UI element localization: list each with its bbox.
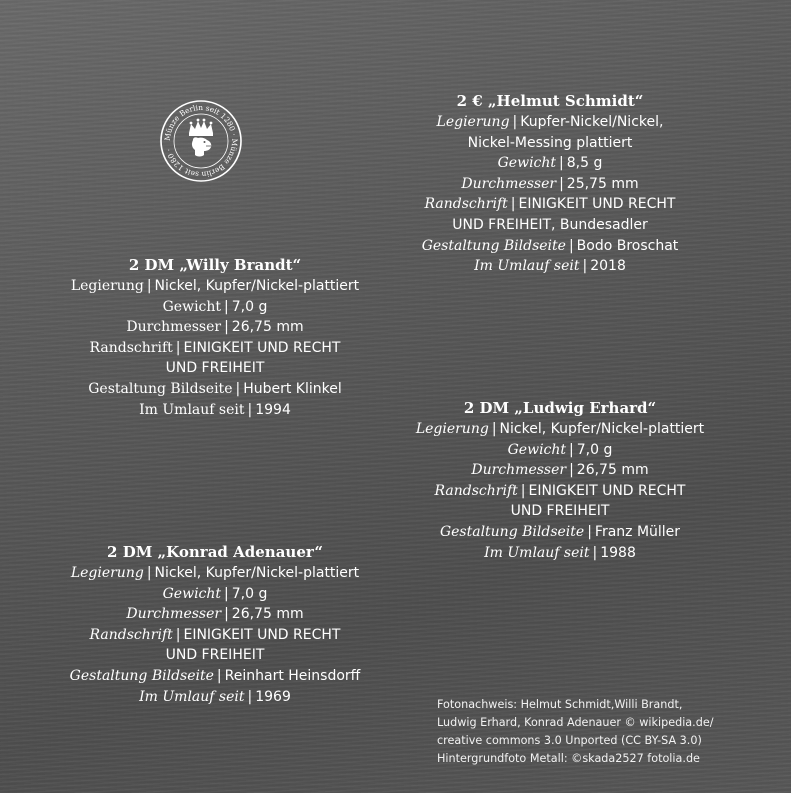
crown-icon [189,119,213,136]
spec-value: 8,5 g [566,155,603,172]
spec-line [58,645,372,666]
spec-value: 7,0 g [231,585,268,602]
separator: | [175,339,181,356]
spec-line [400,501,720,522]
spec-value: 26,75 mm [231,606,304,623]
separator: | [247,401,253,418]
spec-label: Legierung [70,278,144,294]
spec-label: Gewicht [162,298,222,315]
bear-icon [192,137,211,156]
spec-value: 7,0 g [231,298,268,315]
spec-value: EINIGKEIT UND RECHT [183,339,341,356]
spec-value: Hubert Klinkel [243,380,342,397]
separator: | [175,626,181,643]
spec-value: Nickel, Kupfer/Nickel-plattiert [154,565,360,581]
spec-value: Reinhart Heinsdorff [224,667,361,684]
coin-info-ludwig-erhard [400,397,720,563]
spec-value: Nickel, Kupfer/Nickel-plattiert [154,278,360,294]
spec-label: Randschrift [434,482,518,499]
spec-line [58,687,372,708]
spec-line [395,256,705,277]
spec-line [58,338,372,359]
coin-title: 2 € „Helmut Schmidt“ [456,92,644,110]
separator: | [510,196,516,213]
separator: | [235,380,241,397]
spec-label: Durchmesser [126,606,222,623]
spec-label: Randschrift [89,626,173,643]
spec-value: UND FREIHEIT, Bundesadler [452,216,648,233]
separator: | [491,421,497,437]
spec-value: EINIGKEIT UND RECHT [528,482,686,499]
separator: | [592,544,598,561]
spec-value: Kupfer-Nickel/Nickel, [520,114,664,130]
spec-line [58,297,372,318]
spec-label: Durchmesser [126,319,222,336]
separator: | [224,585,229,602]
spec-label: Gestaltung Bildseite [421,237,566,254]
spec-label: Durchmesser [471,462,567,479]
spec-value: 2018 [590,258,626,275]
separator: | [559,155,564,172]
spec-value: EINIGKEIT UND RECHT [183,626,341,643]
spec-value: 1994 [255,401,291,418]
separator: | [224,319,229,336]
spec-line [400,460,720,481]
spec-line [400,440,720,461]
separator: | [582,258,588,275]
spec-label: Legierung [436,114,510,130]
spec-label: Im Umlauf seit [139,688,245,705]
coin-info-willy-brandt [58,254,372,420]
spec-label: Randschrift [424,196,508,213]
spec-line [395,194,705,215]
credits-line: Fotonachweis: Helmut Schmidt,Willi Brandt, [437,698,683,711]
spec-label: Randschrift [89,339,173,356]
spec-line [58,584,372,605]
spec-line [400,419,720,440]
separator: | [224,606,229,623]
spec-label: Gestaltung Bildseite [439,523,585,540]
spec-label: Gewicht [497,155,557,172]
spec-line [400,481,720,502]
spec-line [395,215,705,236]
spec-line [400,543,720,564]
spec-value: 26,75 mm [576,462,649,479]
separator: | [559,175,564,192]
spec-line [58,666,372,687]
spec-value: Nickel-Messing plattiert [467,134,633,151]
coin-info-konrad-adenauer [58,541,372,707]
separator: | [568,237,574,254]
spec-value: Nickel, Kupfer/Nickel-plattiert [499,421,705,437]
separator: | [146,565,152,581]
credits-line: Ludwig Erhard, Konrad Adenauer © wikipedia.de/ [437,716,714,729]
spec-line [58,563,372,584]
separator: | [520,482,526,499]
coin-title: 2 DM „Konrad Adenauer“ [107,543,323,561]
spec-value: UND FREIHEIT [510,503,610,520]
photo-credits [437,696,713,768]
spec-label: Im Umlauf seit [139,401,245,418]
spec-line [58,625,372,646]
spec-line [58,276,372,297]
spec-line [395,236,705,257]
spec-label: Im Umlauf seit [484,544,590,561]
spec-line [58,317,372,338]
credits-line: creative commons 3.0 Unported (CC BY-SA 3.0) [437,734,702,747]
spec-label: Gestaltung Bildseite [69,667,214,684]
muenze-berlin-seal-logo [160,100,242,182]
separator: | [247,688,253,705]
spec-label: Durchmesser [461,175,557,192]
spec-value: 1988 [600,544,636,561]
separator: | [587,523,592,540]
spec-label: Gewicht [507,441,567,458]
spec-value: Franz Müller [594,523,681,540]
credits-line: Hintergrundfoto Metall: ©skada2527 fotolia.de [437,752,700,765]
spec-value: UND FREIHEIT [165,647,265,664]
separator: | [224,298,229,315]
spec-value: 7,0 g [576,441,613,458]
spec-value: 25,75 mm [566,175,639,192]
spec-value: EINIGKEIT UND RECHT [518,196,676,213]
spec-line [400,522,720,543]
coin-title: 2 DM „Ludwig Erhard“ [463,399,657,417]
spec-value: 1969 [255,688,291,705]
spec-line [395,133,705,154]
spec-line [58,358,372,379]
spec-label: Legierung [415,421,489,437]
separator: | [512,114,518,130]
spec-label: Gewicht [162,585,222,602]
spec-label: Im Umlauf seit [474,258,580,275]
spec-value: 26,75 mm [231,319,304,336]
spec-label: Legierung [70,565,144,581]
separator: | [569,441,574,458]
spec-value: UND FREIHEIT [165,360,265,377]
seal-ring-text: Münze Berlin seit 1280 · Münze Berlin seit 1280 · [162,102,240,180]
separator: | [569,462,574,479]
coin-title: 2 DM „Willy Brandt“ [128,256,302,274]
spec-line [58,400,372,421]
spec-line [395,112,705,133]
spec-label: Gestaltung Bildseite [88,380,233,397]
separator: | [216,667,222,684]
separator: | [146,278,152,294]
spec-line [395,153,705,174]
spec-line [58,379,372,400]
spec-value: Bodo Broschat [576,237,679,254]
spec-line [395,174,705,195]
coin-info-helmut-schmidt [395,90,705,277]
spec-line [58,604,372,625]
